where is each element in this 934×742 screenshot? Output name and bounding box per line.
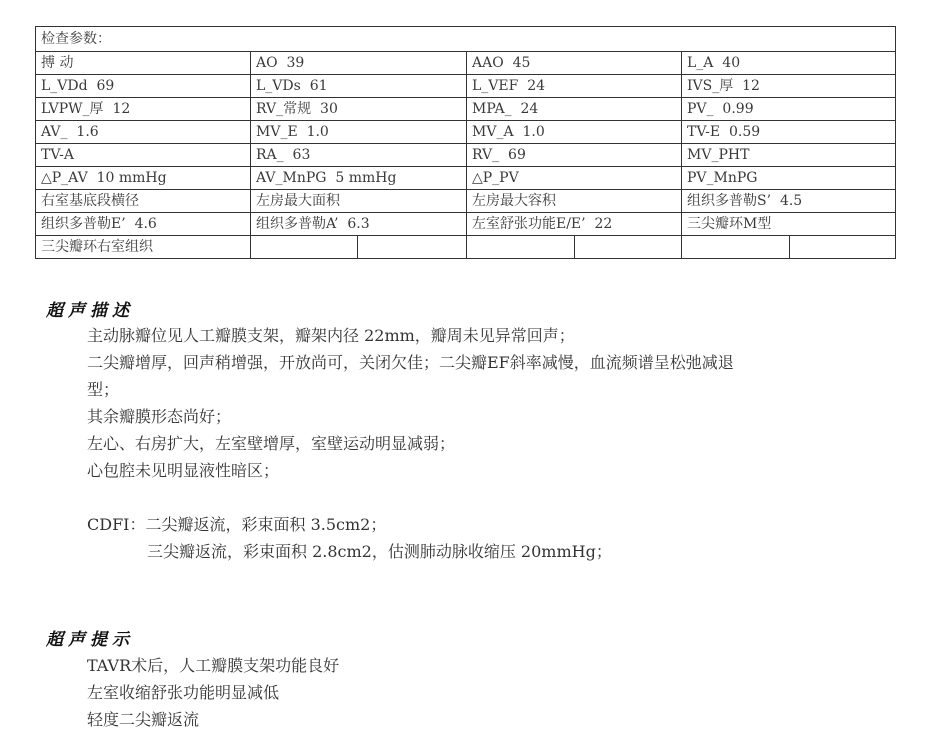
table-cell: 左房最大面积 xyxy=(251,190,467,213)
table-row xyxy=(36,52,896,75)
table-cell: AV_ 1.6 xyxy=(36,121,251,144)
cdfi-line: CDFI：二尖瓣返流，彩束面积 3.5cm2； xyxy=(87,515,387,534)
description-line: 左心、右房扩大，左室壁增厚，室壁运动明显减弱； xyxy=(87,434,456,453)
table-cell: MV_A 1.0 xyxy=(467,121,682,144)
table-cell: 组织多普勒A’ 6.3 xyxy=(251,213,467,236)
exam-parameters-table xyxy=(35,26,896,259)
table-cell: MV_E 1.0 xyxy=(251,121,467,144)
conclusion-title: 超声提示 xyxy=(46,630,134,650)
table-cell: AAO 45 xyxy=(467,52,682,75)
table-cell: 搏 动 xyxy=(36,52,251,75)
table-row xyxy=(36,75,896,98)
table-cell: 组织多普勒S’ 4.5 xyxy=(682,190,896,213)
description-line: 其余瓣膜形态尚好； xyxy=(87,407,232,426)
table-row xyxy=(36,98,896,121)
table-header: 检查参数： xyxy=(36,27,896,52)
table-cell: LVPW_厚 12 xyxy=(36,98,251,121)
table-cell: PV_MnPG xyxy=(682,167,896,190)
table-row xyxy=(36,121,896,144)
table-row xyxy=(36,213,896,236)
table-row xyxy=(36,190,896,213)
table-header-row xyxy=(36,27,896,52)
table-cell-empty xyxy=(575,236,682,259)
table-cell: AO 39 xyxy=(251,52,467,75)
table-cell: 组织多普勒E’ 4.6 xyxy=(36,213,251,236)
table-cell: 三尖瓣环右室组织 xyxy=(36,236,251,259)
table-cell-empty xyxy=(790,236,896,259)
cdfi-line: 三尖瓣返流，彩束面积 2.8cm2，估测肺动脉收缩压 20mmHg； xyxy=(147,542,612,561)
table-cell: 三尖瓣环M型 xyxy=(682,213,896,236)
table-cell: 左室舒张功能E/E’ 22 xyxy=(467,213,682,236)
description-title: 超声描述 xyxy=(46,301,134,321)
table-cell-empty xyxy=(467,236,575,259)
table-cell: RV_常规 30 xyxy=(251,98,467,121)
table-cell: PV_ 0.99 xyxy=(682,98,896,121)
table-cell: MPA_ 24 xyxy=(467,98,682,121)
table-cell: L_VDd 69 xyxy=(36,75,251,98)
description-line: 二尖瓣增厚，回声稍增强，开放尚可，关闭欠佳；二尖瓣EF斜率减慢，血流频谱呈松弛减退 xyxy=(87,353,734,372)
table-cell: L_A 40 xyxy=(682,52,896,75)
table-cell: RV_ 69 xyxy=(467,144,682,167)
table-cell: IVS_厚 12 xyxy=(682,75,896,98)
table-cell: L_VDs 61 xyxy=(251,75,467,98)
table-cell-empty xyxy=(682,236,790,259)
table-cell: RA_ 63 xyxy=(251,144,467,167)
table-cell: △P_PV xyxy=(467,167,682,190)
table-cell: MV_PHT xyxy=(682,144,896,167)
table-cell: 右室基底段横径 xyxy=(36,190,251,213)
conclusion-line: TAVR术后，人工瓣膜支架功能良好 xyxy=(87,656,340,675)
table-cell: AV_MnPG 5 mmHg xyxy=(251,167,467,190)
table-cell-empty xyxy=(251,236,358,259)
description-line: 心包腔未见明显液性暗区； xyxy=(87,461,280,480)
description-line: 型； xyxy=(87,380,120,399)
table-cell: 左房最大容积 xyxy=(467,190,682,213)
conclusion-line: 轻度二尖瓣返流 xyxy=(87,710,200,729)
table-cell-empty xyxy=(358,236,467,259)
table-row xyxy=(36,167,896,190)
table-cell: △P_AV 10 mmHg xyxy=(36,167,251,190)
table-cell: L_VEF 24 xyxy=(467,75,682,98)
conclusion-line: 左室收缩舒张功能明显减低 xyxy=(87,683,280,702)
description-line: 主动脉瓣位见人工瓣膜支架，瓣架内径 22mm，瓣周未见异常回声； xyxy=(87,326,575,345)
table-cell: TV-A xyxy=(36,144,251,167)
table-row xyxy=(36,236,896,259)
table-cell: TV-E 0.59 xyxy=(682,121,896,144)
table-row xyxy=(36,144,896,167)
